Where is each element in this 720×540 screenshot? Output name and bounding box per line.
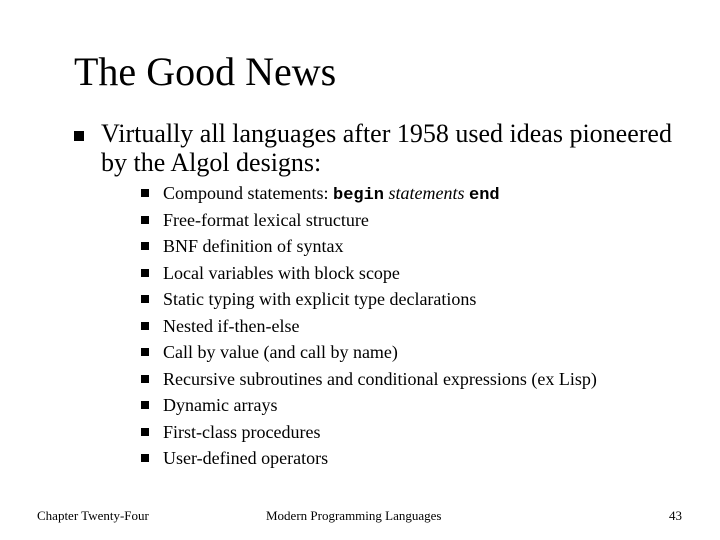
square-bullet-icon bbox=[141, 189, 149, 197]
code-keyword: begin bbox=[333, 186, 385, 205]
list-item bbox=[140, 445, 597, 472]
sub-bullet-text: Free-format lexical structure bbox=[163, 209, 369, 230]
sub-bullet-text: Recursive subroutines and conditional expressions (ex Lisp) bbox=[163, 368, 597, 389]
main-bullet-text: Virtually all languages after 1958 used ideas pioneered by the Algol designs: bbox=[101, 119, 672, 177]
list-item bbox=[140, 207, 597, 234]
square-bullet-icon bbox=[141, 295, 149, 303]
square-bullet-icon bbox=[141, 428, 149, 436]
list-item bbox=[140, 419, 597, 446]
square-bullet-icon bbox=[74, 131, 84, 141]
slide-title: The Good News bbox=[74, 49, 337, 94]
footer-chapter: Chapter Twenty-Four bbox=[37, 508, 149, 523]
square-bullet-icon bbox=[141, 242, 149, 250]
list-item bbox=[140, 392, 597, 419]
square-bullet-icon bbox=[141, 454, 149, 462]
sub-bullet-text: Compound statements: bbox=[163, 183, 333, 203]
sub-bullet-text: BNF definition of syntax bbox=[163, 236, 344, 256]
square-bullet-icon bbox=[141, 348, 149, 356]
square-bullet-icon bbox=[141, 322, 149, 330]
sub-bullet-text: User-defined operators bbox=[163, 448, 329, 468]
square-bullet-icon bbox=[141, 269, 149, 277]
square-bullet-icon bbox=[141, 216, 149, 224]
list-item bbox=[140, 260, 597, 287]
footer-course-title: Modern Programming Languages bbox=[266, 508, 442, 523]
sub-bullet-text: Nested if-then-else bbox=[163, 315, 300, 336]
list-item bbox=[140, 313, 597, 340]
list-item bbox=[140, 339, 597, 366]
sub-bullet-text: Call by value (and call by name) bbox=[163, 342, 398, 362]
sub-bullet-text: Dynamic arrays bbox=[163, 395, 278, 415]
list-item bbox=[140, 366, 597, 393]
sub-bullet-list bbox=[140, 180, 597, 472]
sub-bullet-text: First-class procedures bbox=[163, 421, 321, 442]
list-item bbox=[140, 233, 597, 260]
list-item bbox=[140, 286, 597, 313]
sub-bullet-text: Static typing with explicit type declarations bbox=[163, 289, 477, 309]
sub-bullet-text: Local variables with block scope bbox=[163, 262, 400, 283]
italic-text: statements bbox=[384, 183, 470, 203]
square-bullet-icon bbox=[141, 375, 149, 383]
footer-page-number: 43 bbox=[669, 508, 682, 523]
list-item bbox=[140, 180, 597, 207]
code-keyword: end bbox=[469, 186, 500, 205]
square-bullet-icon bbox=[141, 401, 149, 409]
